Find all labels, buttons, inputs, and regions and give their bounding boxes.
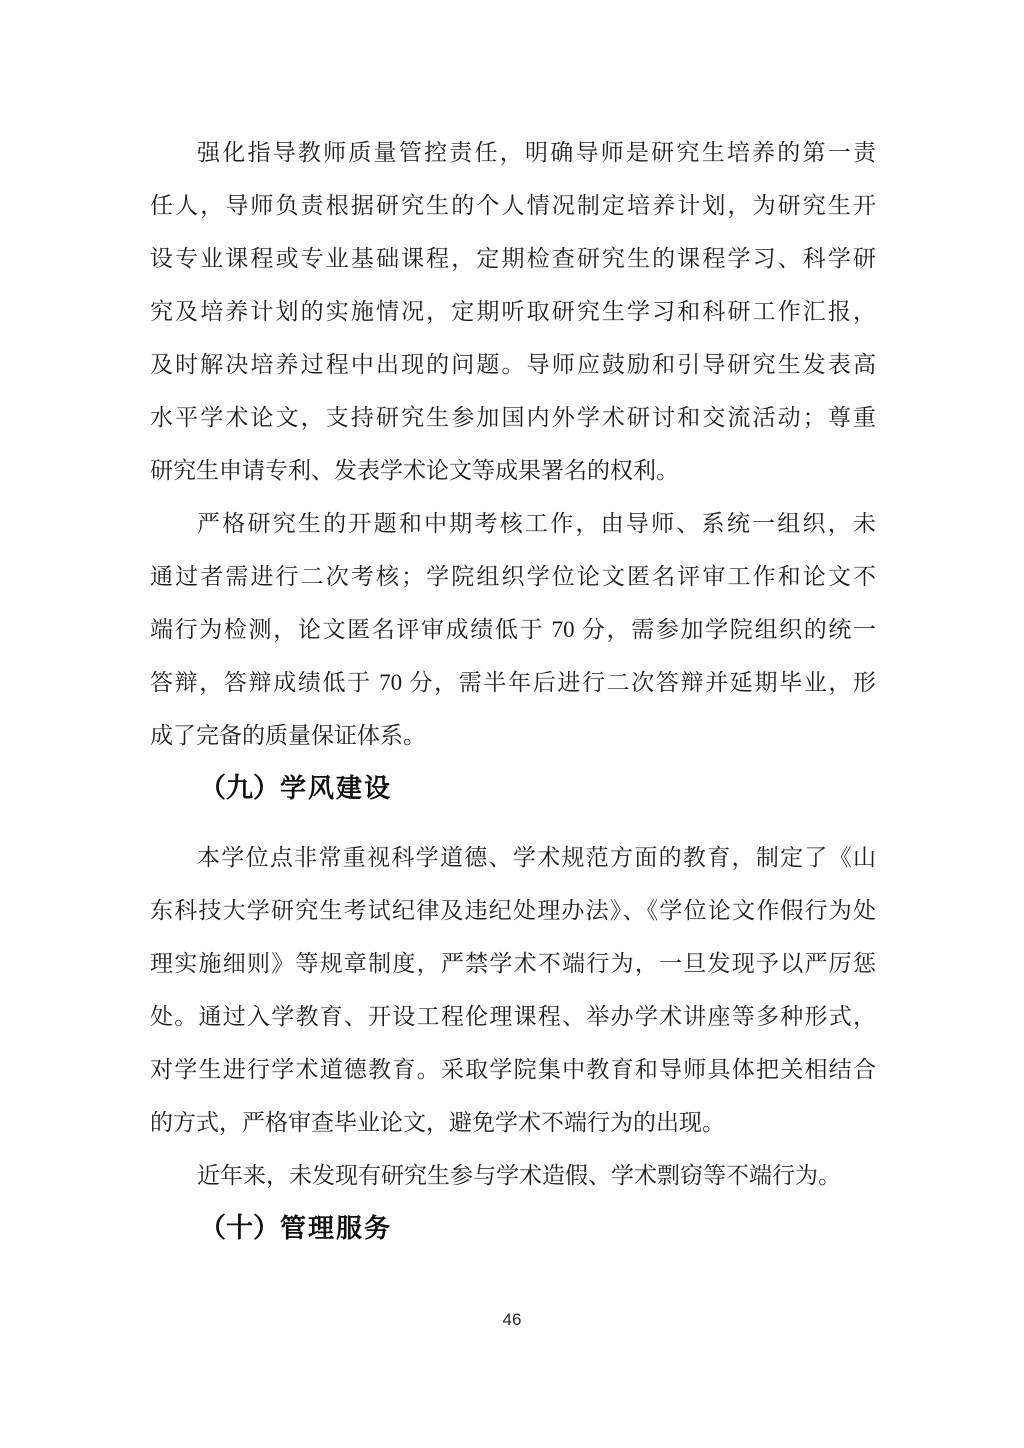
- text-line: 设专业课程或专业基础课程，定期检查研究生的课程学习、科学研: [150, 246, 876, 271]
- text-line: 研究生申请专利、发表学术论文等成果署名的权利。: [150, 458, 679, 483]
- text-line: 近年来，未发现有研究生参与学术造假、学术剽窃等不端行为。: [197, 1163, 841, 1188]
- text-line: 水平学术论文，支持研究生参加国内外学术研讨和交流活动；尊重: [150, 405, 876, 430]
- body-paragraph: [150, 497, 876, 762]
- text-line: 严格研究生的开题和中期考核工作，由导师、系统一组织，未: [197, 511, 876, 536]
- text-line: 任人，导师负责根据研究生的个人情况制定培养计划，为研究生开: [150, 193, 876, 218]
- document-content: [150, 126, 876, 1271]
- body-paragraph: [150, 126, 876, 497]
- text-line: 究及培养计划的实施情况，定期听取研究生学习和科研工作汇报，: [150, 299, 876, 324]
- text-line: 答辩，答辩成绩低于 70 分，需半年后进行二次答辩并延期毕业，形: [150, 670, 876, 695]
- body-paragraph: [150, 831, 876, 1149]
- text-line: 强化指导教师质量管控责任，明确导师是研究生培养的第一责: [197, 140, 876, 165]
- heading-number: （十）: [199, 1213, 280, 1243]
- text-line: 东科技大学研究生考试纪律及违纪处理办法》、《学位论文作假行为处: [150, 898, 876, 923]
- text-line: 本学位点非常重视科学道德、学术规范方面的教育，制定了《山: [197, 845, 876, 870]
- heading-title: 管理服务: [280, 1213, 393, 1243]
- heading-number: （九）: [199, 773, 280, 803]
- text-line: 理实施细则》等规章制度，严禁学术不端行为，一旦发现予以严厉惩: [150, 951, 876, 976]
- text-line: 端行为检测，论文匿名评审成绩低于 70 分，需参加学院组织的统一: [150, 617, 876, 642]
- text-line: 成了完备的质量保证体系。: [150, 723, 426, 748]
- body-paragraph: [150, 1149, 876, 1202]
- text-line: 通过者需进行二次考核；学院组织学位论文匿名评审工作和论文不: [150, 564, 876, 589]
- section-heading: [150, 762, 876, 819]
- text-line: 对学生进行学术道德教育。采取学院集中教育和导师具体把关相结合: [150, 1057, 876, 1082]
- text-line: 的方式，严格审查毕业论文，避免学术不端行为的出现。: [150, 1110, 725, 1135]
- section-heading: [150, 1202, 876, 1259]
- page-number: 46: [502, 1310, 522, 1329]
- text-line: 及时解决培养过程中出现的问题。导师应鼓励和引导研究生发表高: [150, 352, 876, 377]
- heading-title: 学风建设: [280, 773, 393, 803]
- text-line: 处。通过入学教育、开设工程伦理课程、举办学术讲座等多种形式，: [150, 1004, 876, 1029]
